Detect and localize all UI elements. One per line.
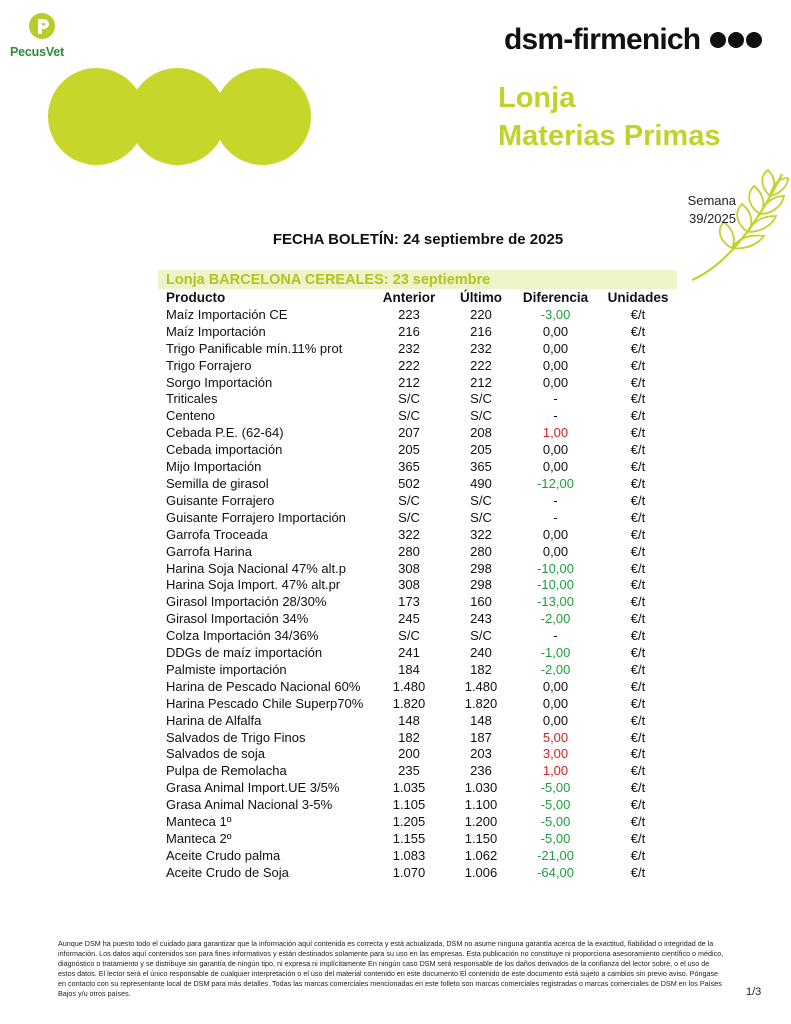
week-label: Semana <box>687 193 736 208</box>
cell-ultimo: S/C <box>470 391 492 407</box>
dsm-firmenich-logo-text: dsm-firmenich <box>504 23 701 56</box>
cell-diferencia: -5,00 <box>540 797 571 813</box>
cell-unidades: €/t <box>630 729 646 745</box>
cell-producto: Guisante Forrajero Importación <box>166 509 346 525</box>
cell-anterior: 1.035 <box>392 780 426 796</box>
page-title-line2: Materias Primas <box>498 120 721 152</box>
cell-producto: Salvados de soja <box>166 746 266 762</box>
cell-diferencia: 0,00 <box>542 712 569 728</box>
cell-producto: Girasol Importación 34% <box>166 611 309 627</box>
cell-unidades: €/t <box>630 695 646 711</box>
cell-anterior: S/C <box>398 391 420 407</box>
cell-producto: Maíz Importación <box>166 323 266 339</box>
dsm-dots-icon <box>710 32 762 48</box>
cell-producto: Aceite Crudo palma <box>166 847 281 863</box>
cell-unidades: €/t <box>630 340 646 356</box>
table-row <box>162 628 678 645</box>
cell-producto: Sorgo Importación <box>166 374 273 390</box>
cell-anterior: 173 <box>398 594 420 610</box>
cell-ultimo: 243 <box>470 611 492 627</box>
cell-diferencia: -13,00 <box>537 594 574 610</box>
cell-diferencia: -5,00 <box>540 780 571 796</box>
cell-producto: Salvados de Trigo Finos <box>166 729 306 745</box>
cell-diferencia: - <box>553 492 558 508</box>
cell-anterior: 1.105 <box>392 797 426 813</box>
cell-unidades: €/t <box>630 746 646 762</box>
cell-diferencia: -5,00 <box>540 831 571 846</box>
cell-unidades: €/t <box>630 306 646 322</box>
table-row <box>162 780 678 797</box>
cell-unidades: €/t <box>630 577 646 593</box>
cell-anterior: 207 <box>398 425 420 441</box>
cell-diferencia: 0,00 <box>542 695 569 711</box>
table-row <box>162 763 678 780</box>
cell-producto: Girasol Importación 28/30% <box>166 594 327 610</box>
cell-unidades: €/t <box>630 831 646 846</box>
table-row <box>162 746 678 763</box>
table-row <box>162 476 678 493</box>
table-row <box>162 831 678 848</box>
cell-anterior: 235 <box>398 763 420 779</box>
cell-diferencia: -5,00 <box>540 814 571 830</box>
cell-diferencia: -2,00 <box>540 661 571 677</box>
cell-anterior: 184 <box>398 661 420 677</box>
cell-ultimo: 1.820 <box>464 695 498 711</box>
table-row <box>162 730 678 747</box>
cell-unidades: €/t <box>630 492 646 508</box>
cell-unidades: €/t <box>630 814 646 830</box>
cell-producto: Mijo Importación <box>166 459 262 475</box>
cell-producto: Harina Soja Import. 47% alt.pr <box>166 577 341 593</box>
cell-producto: Semilla de girasol <box>166 475 269 491</box>
cell-diferencia: -64,00 <box>537 864 574 880</box>
table-row <box>162 577 678 594</box>
cell-anterior: 365 <box>398 459 420 475</box>
cell-anterior: 241 <box>398 645 420 661</box>
cell-ultimo: 1.150 <box>464 831 498 846</box>
cell-unidades: €/t <box>630 442 646 458</box>
cell-producto: Cebada importación <box>166 442 283 458</box>
cell-anterior: 322 <box>398 526 420 542</box>
cell-ultimo: S/C <box>470 408 492 424</box>
cell-anterior: 1.480 <box>392 678 426 694</box>
cell-ultimo: 1.100 <box>464 797 498 813</box>
cell-unidades: €/t <box>630 712 646 728</box>
table-row <box>162 324 678 341</box>
cell-anterior: 222 <box>398 357 420 373</box>
cell-unidades: €/t <box>630 408 646 424</box>
cell-unidades: €/t <box>630 509 646 525</box>
cell-ultimo: S/C <box>470 492 492 508</box>
cell-ultimo: 1.480 <box>464 678 498 694</box>
cell-unidades: €/t <box>630 780 646 796</box>
cell-diferencia: 0,00 <box>542 678 569 694</box>
cell-producto: Colza Importación 34/36% <box>166 628 319 644</box>
cell-diferencia: 5,00 <box>542 729 569 745</box>
cell-ultimo: 182 <box>470 661 492 677</box>
cell-anterior: 308 <box>398 560 420 576</box>
cell-diferencia: 0,00 <box>542 526 569 542</box>
cell-diferencia: 0,00 <box>542 442 569 458</box>
table-row <box>162 713 678 730</box>
legal-disclaimer: Aunque DSM ha puesto todo el cuidado para garantizar que la información aquí contenida es correcta y está actualizada, DSM no asume ninguna garantía acerca de la exactitud, fiabilidad o integridad de la información. Los datos aquí contenidos son para fines informativos y están destinados solamente para su uso en las empresas. Esta publicación no constituye ni proporciona asesoramiento científico o médico, diagnóstico o tratamiento y se distribuye sin garantía de ningún tipo, ni expresa ni implícitamente En ningún caso DSM será responsable de los daños derivados de la confianza del lector sobre, o el uso de estos datos. El lector será el único responsable de cualquier interpretación o el uso del material contenido en este documento El contenido de este documento está sujeto a cambios sin previo aviso. Póngase en contacto con su representante local de DSM para más detalles. Todas las marcas comerciales mencionadas en este folleto son marcas comerciales registradas o marcas comerciales de DSM en los Países Bajos y/u otros países. <box>58 939 724 999</box>
column-header-ultimo: Último <box>460 290 502 305</box>
table-row <box>162 408 678 425</box>
cell-unidades: €/t <box>630 543 646 559</box>
cell-producto: Harina Soja Nacional 47% alt.p <box>166 560 346 576</box>
cell-diferencia: 0,00 <box>542 374 569 390</box>
cell-ultimo: 365 <box>470 459 492 475</box>
cell-ultimo: 212 <box>470 374 492 390</box>
cell-anterior: 1.070 <box>392 864 426 880</box>
cell-diferencia: 0,00 <box>542 357 569 373</box>
pecusvet-mark-icon <box>28 12 56 40</box>
cell-ultimo: 220 <box>470 306 492 322</box>
cell-diferencia: 0,00 <box>542 323 569 339</box>
cell-producto: Aceite Crudo de Soja <box>166 864 289 880</box>
table-row <box>162 341 678 358</box>
cell-unidades: €/t <box>630 611 646 627</box>
cell-diferencia: 1,00 <box>542 763 569 779</box>
cell-anterior: S/C <box>398 408 420 424</box>
cell-ultimo: S/C <box>470 628 492 644</box>
cell-unidades: €/t <box>630 374 646 390</box>
table-row <box>162 391 678 408</box>
cell-diferencia: 0,00 <box>542 543 569 559</box>
cell-diferencia: -1,00 <box>540 645 571 661</box>
cell-ultimo: 203 <box>470 746 492 762</box>
cell-ultimo: 148 <box>470 712 492 728</box>
cell-anterior: 182 <box>398 729 420 745</box>
cell-producto: Guisante Forrajero <box>166 492 275 508</box>
cell-ultimo: 298 <box>470 577 492 593</box>
column-header-anterior: Anterior <box>382 290 436 305</box>
cell-diferencia: -2,00 <box>540 611 571 627</box>
cell-anterior: 148 <box>398 712 420 728</box>
table-row <box>162 797 678 814</box>
cell-unidades: €/t <box>630 560 646 576</box>
cell-ultimo: S/C <box>470 509 492 525</box>
price-table-body <box>162 307 678 882</box>
market-title: Lonja BARCELONA CEREALES: 23 septiembre <box>166 272 491 288</box>
cell-unidades: €/t <box>630 357 646 373</box>
cell-ultimo: 298 <box>470 560 492 576</box>
cell-unidades: €/t <box>630 864 646 880</box>
table-row <box>162 425 678 442</box>
cell-ultimo: 236 <box>470 763 492 779</box>
cell-ultimo: 1.006 <box>464 864 498 880</box>
cell-producto: Harina de Pescado Nacional 60% <box>166 678 361 694</box>
table-header-row <box>162 290 678 307</box>
table-row <box>162 510 678 527</box>
cell-anterior: 216 <box>398 323 420 339</box>
cell-diferencia: - <box>553 509 558 525</box>
cell-anterior: S/C <box>398 492 420 508</box>
cell-diferencia: -12,00 <box>537 475 574 491</box>
cell-anterior: S/C <box>398 509 420 525</box>
cell-diferencia: - <box>553 391 558 407</box>
table-row <box>162 865 678 882</box>
cell-diferencia: -10,00 <box>537 577 574 593</box>
cell-ultimo: 1.200 <box>464 814 498 830</box>
cell-unidades: €/t <box>630 475 646 491</box>
table-row <box>162 594 678 611</box>
cell-anterior: 205 <box>398 442 420 458</box>
cell-producto: Manteca 2º <box>166 831 232 846</box>
page-number: 1/3 <box>746 986 762 998</box>
cell-unidades: €/t <box>630 678 646 694</box>
price-table <box>162 290 678 882</box>
cell-unidades: €/t <box>630 661 646 677</box>
cell-diferencia: - <box>553 628 558 644</box>
bulletin-date: FECHA BOLETÍN: 24 septiembre de 2025 <box>272 231 564 248</box>
cell-unidades: €/t <box>630 763 646 779</box>
cell-producto: Trigo Panificable mín.11% prot <box>166 340 343 356</box>
cell-diferencia: 3,00 <box>542 746 569 762</box>
cell-producto: Trigo Forrajero <box>166 357 252 373</box>
cell-anterior: 280 <box>398 543 420 559</box>
cell-ultimo: 1.062 <box>464 847 498 863</box>
cell-ultimo: 280 <box>470 543 492 559</box>
week-indicator <box>670 192 736 228</box>
table-row <box>162 814 678 831</box>
cell-diferencia: - <box>553 408 558 424</box>
cell-anterior: 245 <box>398 611 420 627</box>
cell-producto: Garrofa Harina <box>166 543 252 559</box>
table-row <box>162 645 678 662</box>
table-row <box>162 611 678 628</box>
cell-diferencia: 1,00 <box>542 425 569 441</box>
table-row <box>162 544 678 561</box>
decorative-circle <box>214 68 311 165</box>
cell-unidades: €/t <box>630 847 646 863</box>
cell-producto: Grasa Animal Import.UE 3/5% <box>166 780 340 796</box>
cell-unidades: €/t <box>630 459 646 475</box>
cell-ultimo: 232 <box>470 340 492 356</box>
cell-ultimo: 160 <box>470 594 492 610</box>
table-row <box>162 307 678 324</box>
cell-producto: Grasa Animal Nacional 3-5% <box>166 797 333 813</box>
cell-producto: Cebada P.E. (62-64) <box>166 425 284 441</box>
cell-producto: Maíz Importación CE <box>166 306 288 322</box>
table-row <box>162 679 678 696</box>
cell-producto: Garrofa Troceada <box>166 526 268 542</box>
wheat-icon <box>690 168 790 288</box>
column-header-unidades: Unidades <box>607 290 669 305</box>
cell-unidades: €/t <box>630 526 646 542</box>
column-header-diferencia: Diferencia <box>522 290 589 305</box>
cell-diferencia: 0,00 <box>542 340 569 356</box>
dsm-firmenich-logo <box>504 22 762 58</box>
cell-anterior: 223 <box>398 306 420 322</box>
cell-unidades: €/t <box>630 645 646 661</box>
cell-ultimo: 216 <box>470 323 492 339</box>
cell-ultimo: 205 <box>470 442 492 458</box>
cell-producto: Manteca 1º <box>166 814 232 830</box>
page-title-line1: Lonja <box>498 82 576 114</box>
table-row <box>162 561 678 578</box>
cell-diferencia: -10,00 <box>537 560 574 576</box>
table-row <box>162 442 678 459</box>
cell-producto: Centeno <box>166 408 216 424</box>
cell-anterior: 308 <box>398 577 420 593</box>
cell-producto: Palmiste importación <box>166 661 287 677</box>
cell-anterior: 1.205 <box>392 814 426 830</box>
cell-producto: Pulpa de Remolacha <box>166 763 287 779</box>
cell-anterior: 212 <box>398 374 420 390</box>
cell-ultimo: 490 <box>470 475 492 491</box>
pecusvet-logo-text: PecusVet <box>10 45 64 59</box>
cell-ultimo: 222 <box>470 357 492 373</box>
cell-producto: Harina de Alfalfa <box>166 712 262 728</box>
cell-anterior: 1.820 <box>392 695 426 711</box>
cell-anterior: 1.083 <box>392 847 426 863</box>
table-row <box>162 493 678 510</box>
cell-ultimo: 240 <box>470 645 492 661</box>
cell-producto: Harina Pescado Chile Superp70% <box>166 695 364 711</box>
cell-unidades: €/t <box>630 425 646 441</box>
cell-anterior: 502 <box>398 475 420 491</box>
column-header-producto: Producto <box>166 290 226 305</box>
cell-diferencia: -21,00 <box>537 847 574 863</box>
week-value: 39/2025 <box>689 211 736 226</box>
cell-anterior: 1.155 <box>392 831 426 846</box>
cell-producto: DDGs de maíz importación <box>166 645 323 661</box>
cell-unidades: €/t <box>630 391 646 407</box>
cell-diferencia: 0,00 <box>542 459 569 475</box>
cell-unidades: €/t <box>630 594 646 610</box>
table-row <box>162 662 678 679</box>
cell-ultimo: 208 <box>470 425 492 441</box>
cell-ultimo: 1.030 <box>464 780 498 796</box>
cell-unidades: €/t <box>630 628 646 644</box>
cell-ultimo: 187 <box>470 729 492 745</box>
pecusvet-logo <box>10 12 72 64</box>
cell-anterior: S/C <box>398 628 420 644</box>
table-row <box>162 459 678 476</box>
cell-producto: Triticales <box>166 391 218 407</box>
cell-anterior: 232 <box>398 340 420 356</box>
cell-unidades: €/t <box>630 797 646 813</box>
cell-anterior: 200 <box>398 746 420 762</box>
table-row <box>162 848 678 865</box>
table-row <box>162 375 678 392</box>
cell-ultimo: 322 <box>470 526 492 542</box>
decorative-circle <box>129 68 226 165</box>
cell-unidades: €/t <box>630 323 646 339</box>
table-row <box>162 527 678 544</box>
table-row <box>162 696 678 713</box>
cell-diferencia: -3,00 <box>540 306 571 322</box>
table-row <box>162 358 678 375</box>
